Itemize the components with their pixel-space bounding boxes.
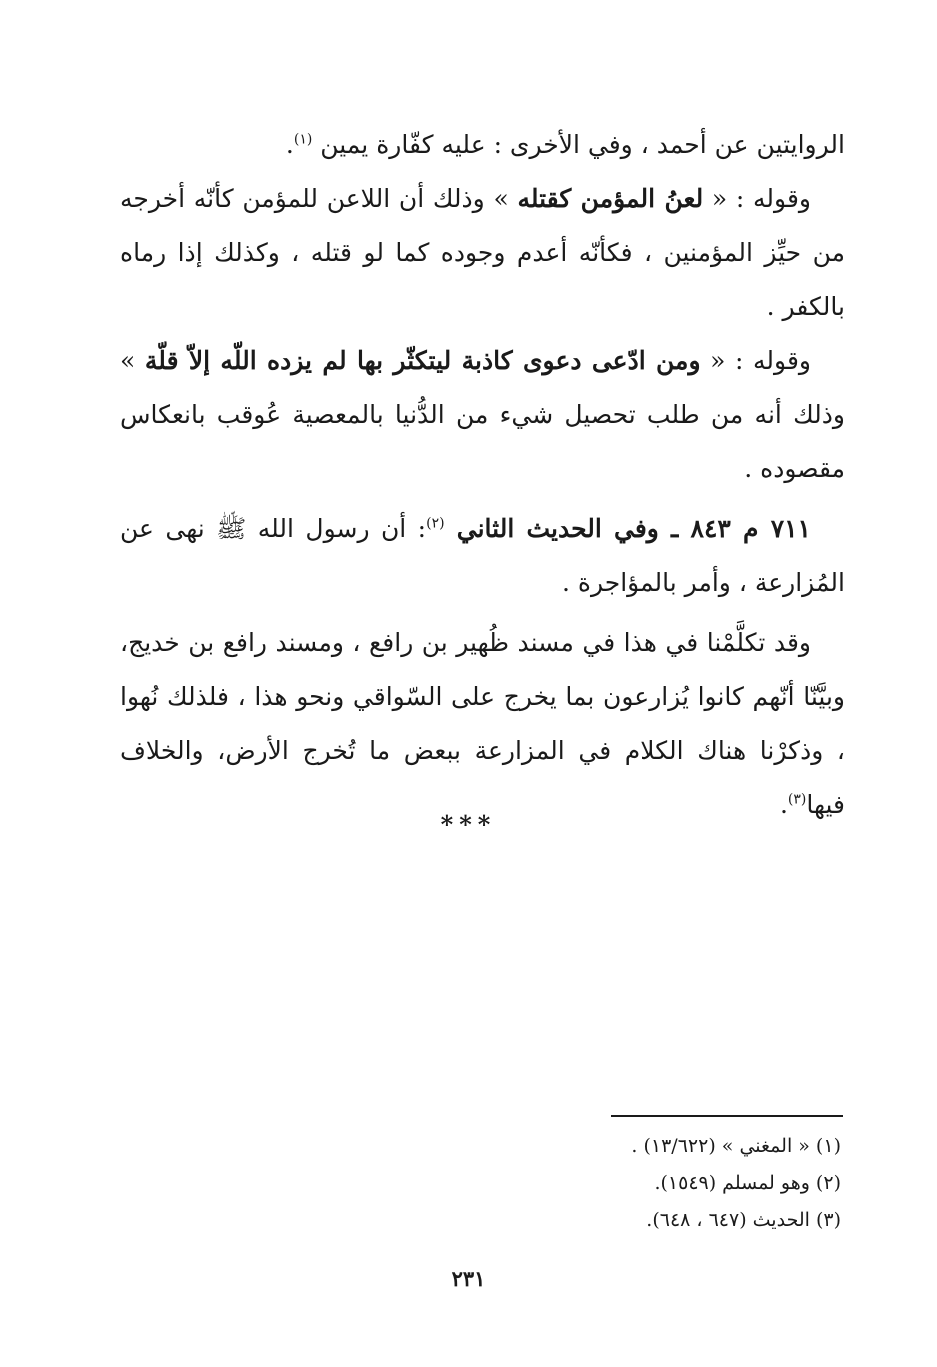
paragraph-2 [120,172,845,334]
paragraph-1-text: الروايتين عن أحمد ، وفي الأخرى : عليه كفّارة يمين [312,130,845,159]
paragraph-2-commentary: » وذلك أن اللاعن للمؤمن كأنّه أخرجه من حيِّز المؤمنين ، فكأنّه أعدم وجوده كما لو قتله ، وكذلك إذا رماه بالكفر . [120,184,845,321]
hadith-heading: ٧١١ م ٨٤٣ ـ وفي الحديث الثاني [444,514,811,543]
main-text [120,118,845,832]
hadith-quote-1: لعنُ المؤمن كقتله [517,184,704,213]
footnote-ref-3[interactable]: (٣) [787,791,807,808]
footnotes [241,1128,841,1239]
hadith-quote-2: ومن ادّعى دعوى كاذبة ليتكثّر بها لم يزده اللّه إلاّ قلّة [144,346,701,375]
footnote-ref-2[interactable]: (٢) [426,515,445,532]
paragraph-2-intro: وقوله : « [703,184,811,213]
paragraph-3-intro: وقوله : « [700,346,811,375]
paragraph-4 [120,502,845,610]
footnote-2: (٢) وهو لمسلم (١٥٤٩). [654,1172,841,1194]
footnote-ref-1[interactable]: (١) [293,131,313,148]
footnote-3: (٣) الحديث (٦٤٧ ، ٦٤٨). [646,1209,841,1231]
page-number: ٢٣١ [451,1266,486,1291]
paragraph-5-text: وقد تكلَّمْنا في هذا في مسند ظُهير بن رافع ، ومسند رافع بن خديج، وبيَّنّا أنّهم كانوا يُزارعون بما يخرج على السّواقي ونحو هذا ، فلذلك نُهوا ، وذكرْنا هناك الكلام في المزارعة ببعض ما تُخرج الأرض، والخلاف فيها [120,628,845,819]
section-separator: *** [440,810,497,839]
paragraph-1 [120,118,845,172]
paragraph-4-text: : أن رسول الله ﷺ نهى عن المُزارعة ، وأمر بالمؤاجرة . [120,514,845,597]
footnote-divider [611,1115,843,1117]
paragraph-1-end: . [285,130,294,159]
paragraph-3 [120,334,845,496]
paragraph-3-commentary: » وذلك أنه من طلب تحصيل شيء من الدُّنيا بالمعصية عُوقب بانعكاس مقصوده . [120,346,845,483]
paragraph-5-end: . [779,790,788,819]
footnote-1: (١) « المغني » (١٣/٦٢٢) . [631,1135,841,1157]
paragraph-5 [120,616,845,832]
